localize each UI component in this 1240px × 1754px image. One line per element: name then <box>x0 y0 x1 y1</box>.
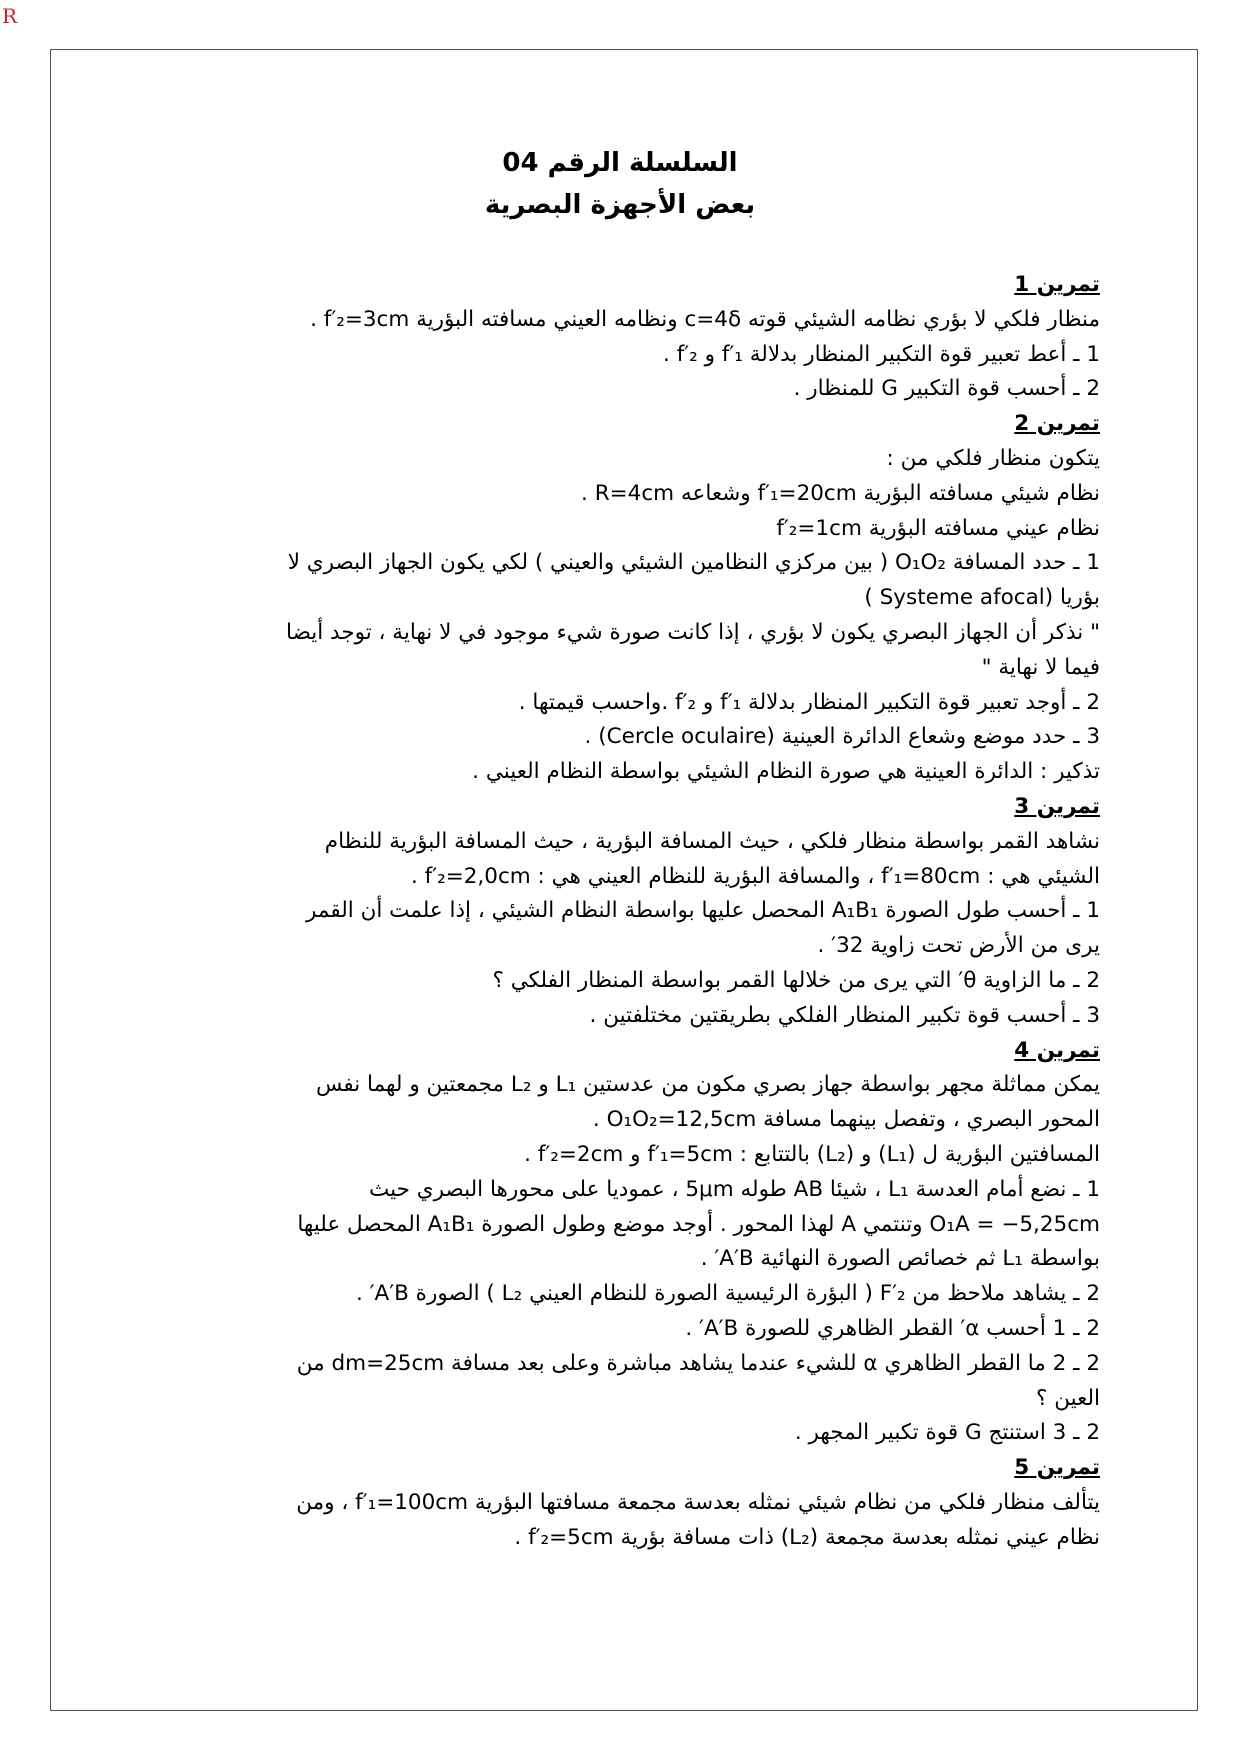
text-line: العين ؟ <box>1036 1385 1100 1411</box>
text-line: نظام عيني مسافته البؤرية f′₂=1cm <box>776 515 1100 541</box>
text-line: " نذكر أن الجهاز البصري يكون لا بؤري ، إذا كانت صورة شيء موجود في لا نهاية ، توجد أيضا <box>286 619 1100 645</box>
text-line: 2 ـ 1 أحسب α′ القطر الظاهري للصورة A′B′ . <box>685 1315 1100 1341</box>
text-line: المحور البصري ، وتفصل بينهما مسافة O₁O₂=12,5cm . <box>592 1107 1100 1133</box>
text-line: نظام عيني نمثله بعدسة مجمعة (L₂) ذات مسافة بؤرية f′₂=5cm . <box>514 1524 1100 1550</box>
corner-mark: R <box>2 4 18 28</box>
text-line: نظام شيئي مسافته البؤرية f′₁=20cm وشعاعه R=4cm . <box>581 480 1100 506</box>
text-line: 1 ـ حدد المسافة O₁O₂ ( بين مركزي النظامين الشيئي والعيني ) لكي يكون الجهاز البصري لا <box>287 550 1100 576</box>
text-line: 1 ـ أعط تعبير قوة التكبير المنظار بدلالة f′₁ و f′₂ . <box>663 341 1100 367</box>
document-title: السلسلة الرقم 04 <box>502 148 738 178</box>
exercise-heading: تمرين 5 <box>1014 1455 1100 1481</box>
text-line: الشيئي هي : f′₁=80cm ، والمسافة البؤرية للنظام العيني هي : f′₂=2,0cm . <box>411 863 1100 889</box>
text-line: 1 ـ أحسب طول الصورة A₁B₁ المحصل عليها بواسطة النظام الشيئي ، إذا علمت أن القمر <box>306 898 1100 924</box>
text-line: يتألف منظار فلكي من نظام شيئي نمثله بعدسة مجمعة مسافتها البؤرية f′₁=100cm ، ومن <box>296 1489 1100 1515</box>
exercise-body <box>140 268 1100 1555</box>
text-line: O₁A = −5,25cm وتنتمي A لهذا المحور . أوجد موضع وطول الصورة A₁B₁ المحصل عليها <box>297 1211 1100 1237</box>
text-line: 2 ـ 2 ما القطر الظاهري α للشيء عندما يشاهد مباشرة وعلى بعد مسافة dm=25cm من <box>296 1350 1100 1376</box>
text-line: المسافتين البؤرية ل (L₁) و (L₂) بالتتابع : f′₁=5cm و f′₂=2cm . <box>524 1141 1100 1167</box>
text-line: منظار فلكي لا بؤري نظامه الشيئي قوته c=4δ ونظامه العيني مسافته البؤرية f′₂=3cm . <box>310 306 1100 332</box>
text-line: 2 ـ ما الزاوية θ′ التي يرى من خلالها القمر بواسطة المنظار الفلكي ؟ <box>492 967 1100 993</box>
text-line: 2 ـ 3 استنتج G قوة تكبير المجهر . <box>794 1420 1100 1446</box>
text-line: 2 ـ يشاهد ملاحظ من F′₂ ( البؤرة الرئيسية الصورة للنظام العيني L₂ ) الصورة A′B′ . <box>355 1281 1100 1307</box>
exercise-heading: تمرين 1 <box>1014 272 1100 297</box>
text-line: نشاهد القمر بواسطة منظار فلكي ، حيث المسافة البؤرية ، حيث المسافة البؤرية للنظام <box>324 828 1100 854</box>
document-subtitle: بعض الأجهزة البصرية <box>484 190 756 220</box>
exercise-heading: تمرين 4 <box>1014 1037 1100 1063</box>
exercise-heading: تمرين 3 <box>1014 793 1100 819</box>
text-line: يتكون منظار فلكي من : <box>886 445 1100 471</box>
text-line: تذكير : الدائرة العينية هي صورة النظام الشيئي بواسطة النظام العيني . <box>472 759 1100 785</box>
text-line: فيما لا نهاية " <box>981 654 1100 680</box>
text-line: بؤريا (Systeme afocal ) <box>864 585 1100 611</box>
text-line: يرى من الأرض تحت زاوية 32′ . <box>817 933 1100 959</box>
text-line: 1 ـ نضع أمام العدسة L₁ ، شيئا AB طوله 5μm ، عموديا على محورها البصري حيث <box>369 1176 1100 1202</box>
text-line: بواسطة L₁ ثم خصائص الصورة النهائية A′B′ . <box>700 1246 1100 1272</box>
text-line: 3 ـ حدد موضع وشعاع الدائرة العينية (Cercle oculaire) . <box>584 724 1100 750</box>
text-line: 3 ـ أحسب قوة تكبير المنظار الفلكي بطريقتين مختلفتين . <box>589 1002 1100 1028</box>
text-line: 2 ـ أحسب قوة التكبير G للمنظار . <box>793 376 1100 402</box>
exercise-heading: تمرين 2 <box>1014 411 1100 437</box>
text-line: يمكن مماثلة مجهر بواسطة جهاز بصري مكون من عدستين L₁ و L₂ مجمعتين و لهما نفس <box>315 1072 1100 1098</box>
text-line: 2 ـ أوجد تعبير قوة التكبير المنظار بدلالة f′₁ و f′₂ .واحسب قيمتها . <box>518 689 1100 715</box>
